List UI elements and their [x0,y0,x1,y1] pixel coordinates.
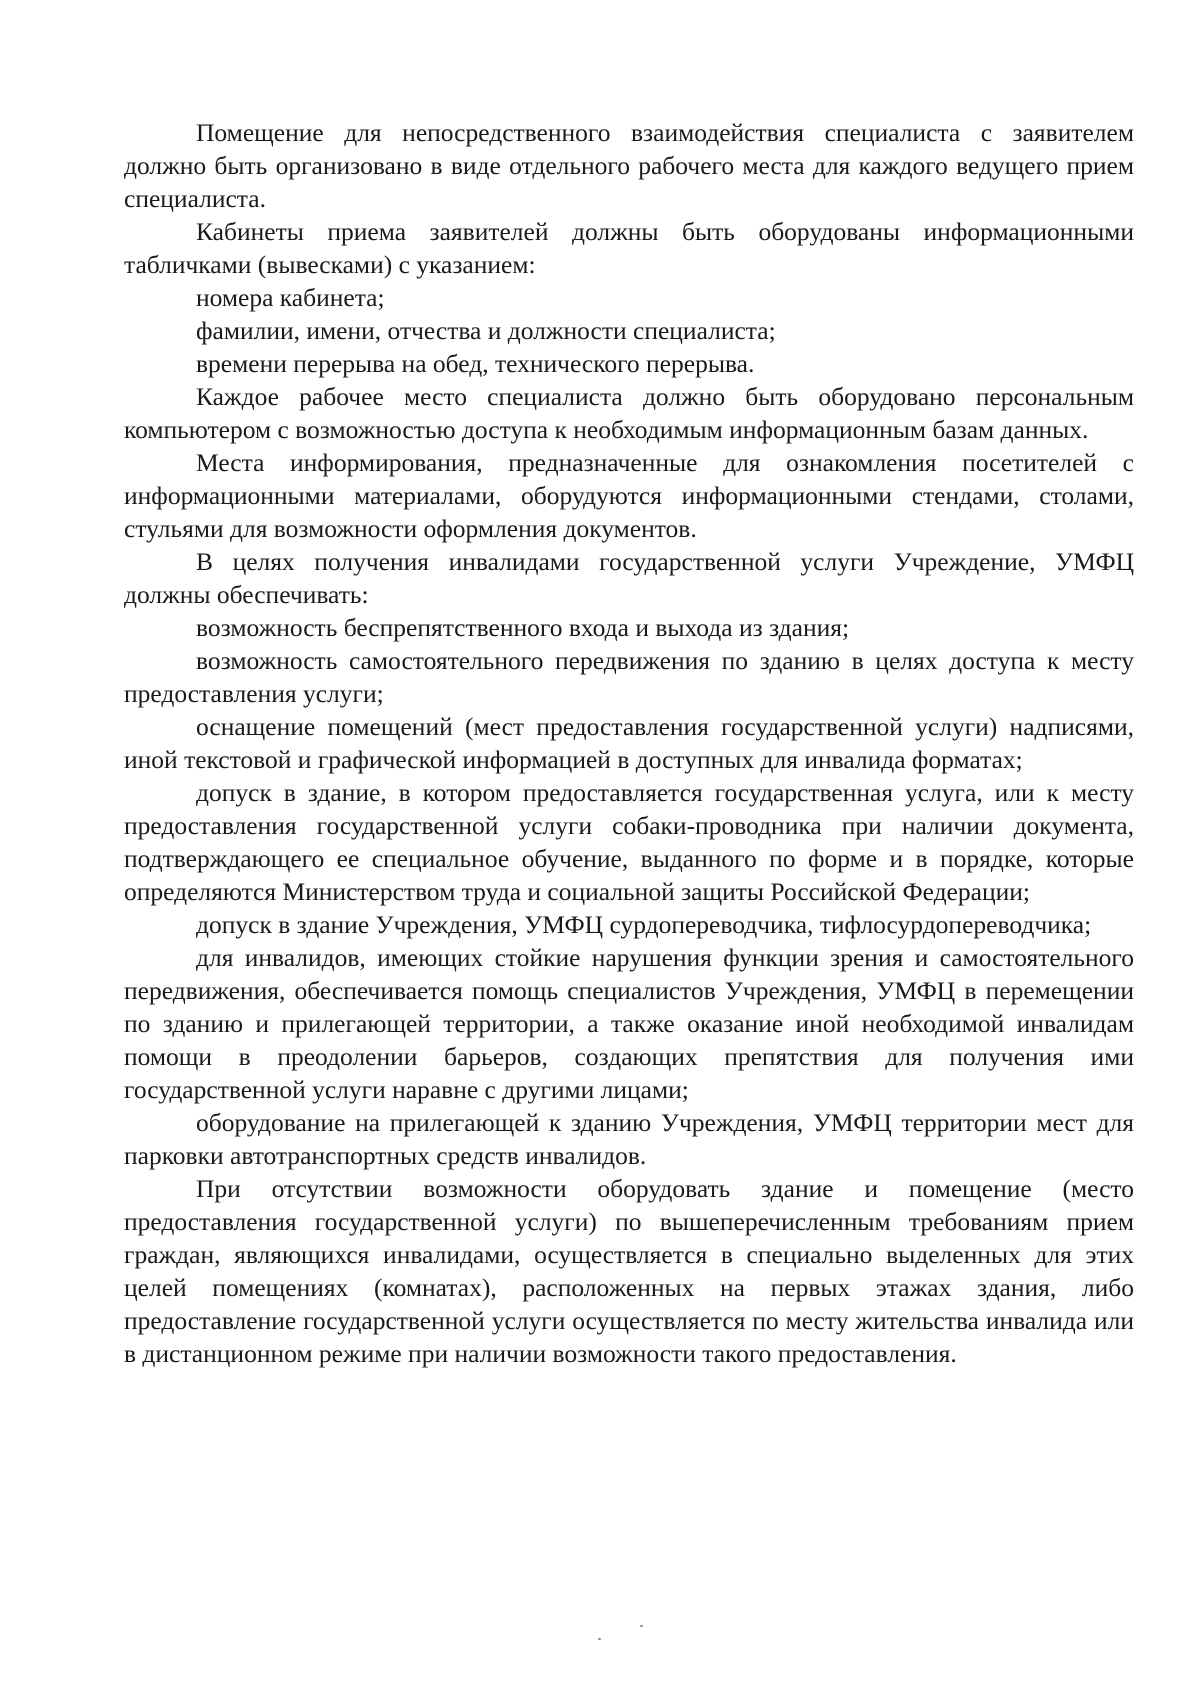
list-item-break-time: времени перерыва на обед, технического перерыва. [196,349,755,378]
list-item-guide-dog: допуск в здание, в котором предоставляется государственная услуга, или к месту предоставления государственной услуги собаки-проводника при наличии документа, подтверждающего ее специальное обучение, выданного по форме и в порядке, которые определяются Министерством труда и социальной защиты Российской Федерации; [124,778,1134,906]
scan-speck [640,1625,643,1627]
paragraph-cabinets: Кабинеты приема заявителей должны быть оборудованы информационными табличками (вывесками) с указанием: [124,217,1134,279]
list-item-parking: оборудование на прилегающей к зданию Учреждения, УМФЦ территории мест для парковки автотранспортных средств инвалидов. [124,1108,1134,1170]
list-item-interpreter: допуск в здание Учреждения, УМФЦ сурдопереводчика, тифлосурдопереводчика; [196,910,1092,939]
paragraph-alternative: При отсутствии возможности оборудовать здание и помещение (место предоставления государственной услуги) по вышеперечисленным требованиям прием граждан, являющихся инвалидами, осуществляется в специально выделенных для этих целей помещениях (комнатах), расположенных на первых этажах здания, либо предоставление государственной услуги осуществляется по месту жительства инвалида или в дистанционном режиме при наличии возможности такого предоставления. [124,1174,1134,1368]
list-item-signage: оснащение помещений (мест предоставления государственной услуги) надписями, иной текстовой и графической информацией в доступных для инвалида форматах; [124,712,1134,774]
paragraph-premises: Помещение для непосредственного взаимодействия специалиста с заявителем должно быть организовано в виде отдельного рабочего места для каждого ведущего прием специалиста. [124,118,1134,213]
list-item-cabinet-number: номера кабинета; [196,283,385,312]
list-item-assistance: для инвалидов, имеющих стойкие нарушения функции зрения и самостоятельного передвижения, обеспечивается помощь специалистов Учреждения, УМФЦ в перемещении по зданию и прилегающей территории, а также оказание иной необходимой инвалидам помощи в преодолении барьеров, создающих препятствия для получения ими государственной услуги наравне с другими лицами; [124,943,1134,1104]
scan-speck [598,1638,601,1640]
paragraph-disabled-access: В целях получения инвалидами государственной услуги Учреждение, УМФЦ должны обеспечивать: [124,547,1134,609]
list-item-entrance: возможность беспрепятственного входа и выхода из здания; [196,613,850,642]
list-item-specialist-name: фамилии, имени, отчества и должности специалиста; [196,316,776,345]
paragraph-workplace: Каждое рабочее место специалиста должно быть оборудовано персональным компьютером с возможностью доступа к необходимым информационным базам данных. [124,382,1134,444]
list-item-movement: возможность самостоятельного передвижения по зданию в целях доступа к месту предоставления услуги; [124,646,1134,708]
document-body [124,116,1134,1370]
paragraph-info-places: Места информирования, предназначенные для ознакомления посетителей с информационными материалами, оборудуются информационными стендами, столами, стульями для возможности оформления документов. [124,448,1134,543]
